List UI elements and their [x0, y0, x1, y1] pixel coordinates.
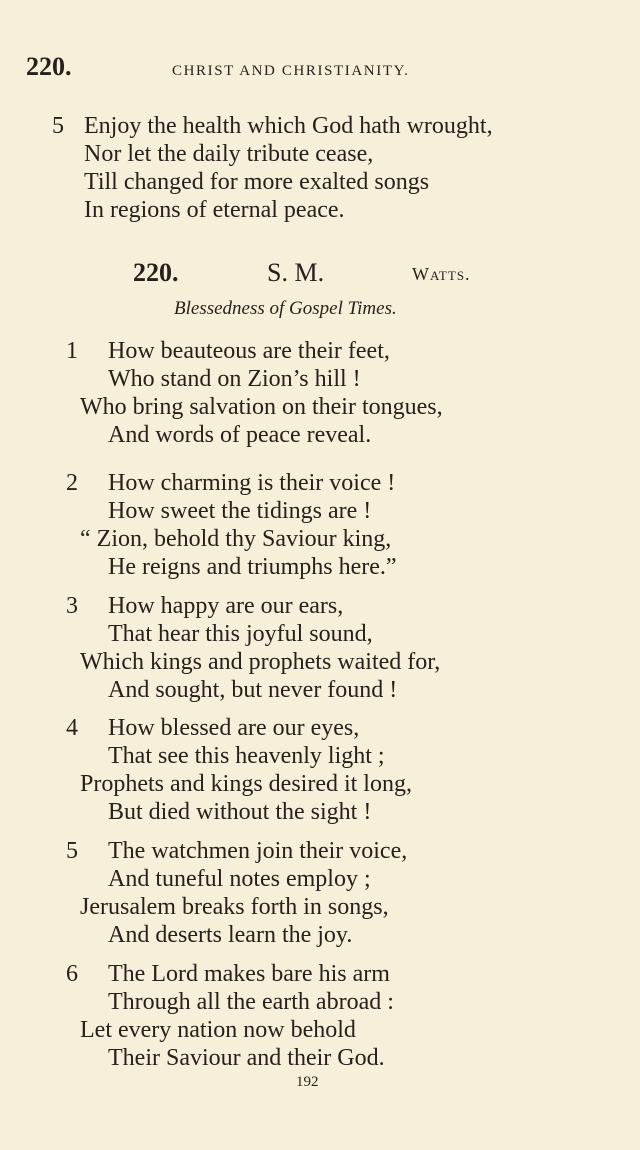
stanza-line: How charming is their voice !: [108, 470, 396, 496]
stanza-line: The watchmen join their voice,: [108, 838, 408, 864]
stanza-number: 6: [66, 961, 78, 987]
stanza-number: 5: [66, 838, 78, 864]
stanza-line: Who stand on Zion’s hill !: [108, 366, 361, 392]
stanza-line: He reigns and triumphs here.”: [108, 554, 397, 580]
hymn-number: 220.: [133, 258, 179, 287]
header-hymn-number: 220.: [26, 52, 72, 81]
prev-stanza-line: Till changed for more exalted songs: [84, 169, 430, 195]
page-number: 192: [296, 1074, 319, 1090]
prev-stanza-line: Nor let the daily tribute cease,: [84, 141, 374, 167]
stanza-line: Which kings and prophets waited for,: [80, 649, 441, 675]
stanza-line: How happy are our ears,: [108, 593, 344, 619]
stanza-line: Jerusalem breaks forth in songs,: [80, 894, 389, 920]
stanza-line: How beauteous are their feet,: [108, 338, 390, 364]
stanza-line: Their Saviour and their God.: [108, 1045, 385, 1071]
stanza-line: And sought, but never found !: [108, 677, 398, 703]
stanza-line: Through all the earth abroad :: [108, 989, 394, 1015]
prev-stanza-line: In regions of eternal peace.: [84, 197, 345, 223]
stanza-number: 3: [66, 593, 78, 619]
prev-stanza-number: 5: [52, 113, 64, 139]
stanza-line: The Lord makes bare his arm: [108, 961, 390, 987]
stanza-line: That see this heavenly light ;: [108, 743, 385, 769]
stanza-line: “ Zion, behold thy Saviour king,: [80, 526, 392, 552]
hymn-author: Watts.: [412, 264, 471, 284]
stanza-line: But died without the sight !: [108, 799, 372, 825]
stanza-line: How sweet the tidings are !: [108, 498, 372, 524]
stanza-line: And tuneful notes employ ;: [108, 866, 371, 892]
stanza-line: Prophets and kings desired it long,: [80, 771, 412, 797]
stanza-line: Who bring salvation on their tongues,: [80, 394, 443, 420]
stanza-line: And deserts learn the joy.: [108, 922, 353, 948]
stanza-line: How blessed are our eyes,: [108, 715, 360, 741]
stanza-number: 2: [66, 470, 78, 496]
prev-stanza-line: Enjoy the health which God hath wrought,: [84, 113, 493, 139]
stanza-number: 1: [66, 338, 78, 364]
running-title: CHRIST AND CHRISTIANITY.: [172, 63, 410, 79]
stanza-line: Let every nation now behold: [80, 1017, 356, 1043]
stanza-line: And words of peace reveal.: [108, 422, 372, 448]
hymn-meter: S. M.: [267, 258, 325, 287]
stanza-number: 4: [66, 715, 78, 741]
stanza-line: That hear this joyful sound,: [108, 621, 373, 647]
hymn-subtitle: Blessedness of Gospel Times.: [174, 298, 397, 319]
